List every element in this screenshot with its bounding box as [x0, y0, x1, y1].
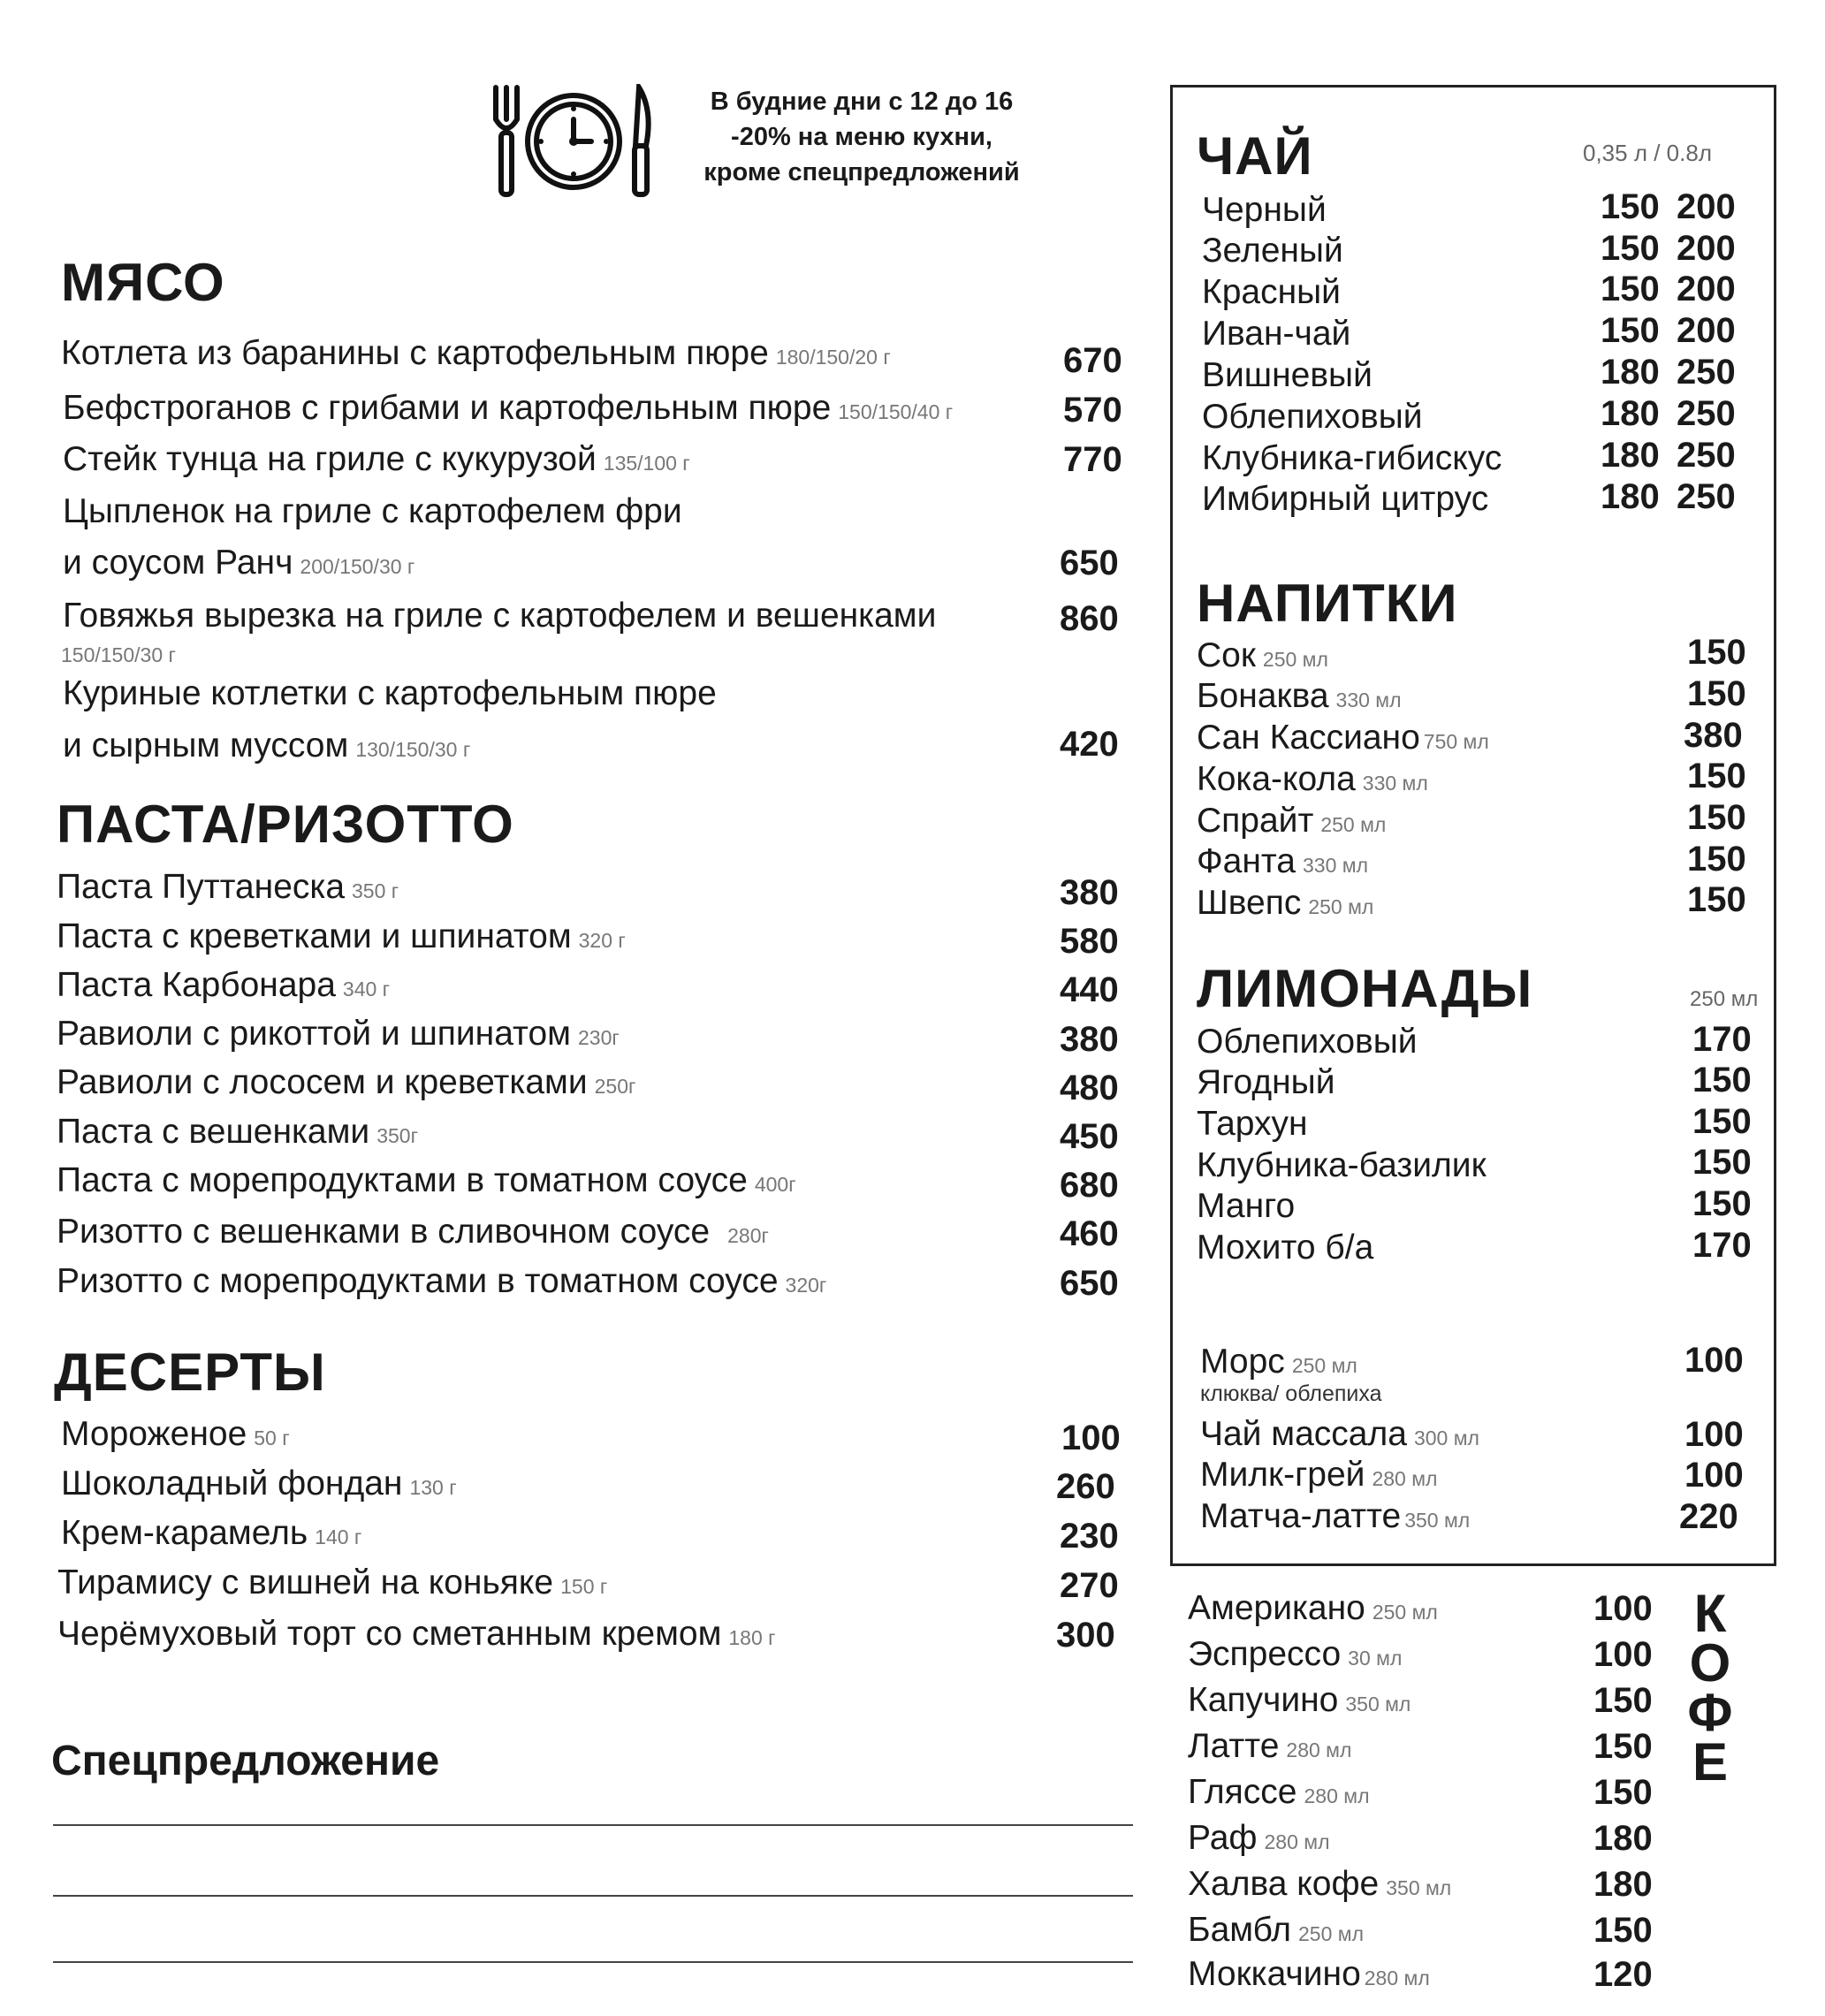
promo-line: В будние дни с 12 до 16: [710, 87, 1014, 116]
tea-price-large: 250: [1677, 394, 1736, 433]
item-weight: 150/150/40 г: [838, 400, 954, 423]
lemonade-item: Ягодный: [1197, 1063, 1335, 1101]
menu-item: [61, 1466, 457, 1501]
item-price: 460: [1060, 1214, 1119, 1253]
item-name: Кока-кола: [1197, 760, 1356, 798]
drink-item: [1197, 762, 1428, 796]
item-weight: 130 г: [409, 1476, 457, 1499]
item-price: 650: [1060, 1264, 1119, 1303]
menu-item: [57, 919, 626, 954]
lemonade-item: Тархун: [1197, 1105, 1308, 1143]
coffee-item: [1188, 1913, 1364, 1947]
item-price: 230: [1060, 1517, 1119, 1556]
coffee-letter: Ф: [1687, 1683, 1733, 1742]
drink-item: [1197, 638, 1328, 673]
item-volume: 280 мл: [1264, 1830, 1330, 1853]
item-price: 150: [1593, 1727, 1653, 1766]
coffee-item: [1188, 1729, 1351, 1763]
item-volume: 350 мл: [1404, 1509, 1471, 1532]
tea-price-small: 180: [1601, 394, 1660, 433]
item-weight: 150/150/30 г: [61, 643, 176, 666]
coffee-item: [1188, 1683, 1411, 1717]
drink-item: [1197, 844, 1368, 879]
item-weight: 400г: [754, 1173, 796, 1196]
menu-item: [57, 1163, 796, 1198]
item-price: 150: [1692, 1061, 1752, 1099]
item-name: Паста с морепродуктами в томатном соусе: [57, 1161, 748, 1199]
coffee-item: [1188, 1637, 1402, 1671]
item-name: Тирамису с вишней на коньяке: [57, 1563, 554, 1601]
item-price: 420: [1060, 725, 1119, 764]
item-name: Раф: [1188, 1819, 1258, 1857]
item-volume: 280 мл: [1372, 1467, 1438, 1490]
coffee-item: [1188, 1957, 1430, 1991]
item-price: 440: [1060, 970, 1119, 1009]
menu-item: [63, 494, 682, 529]
item-price: 100: [1684, 1341, 1744, 1380]
coffee-item: [1188, 1867, 1451, 1901]
coffee-letter: Е: [1692, 1732, 1729, 1792]
item-name: Американо: [1188, 1589, 1365, 1627]
item-price: 150: [1692, 1143, 1752, 1182]
item-price: 100: [1593, 1635, 1653, 1674]
menu-item: [57, 1565, 607, 1600]
tea-item: Клубника-гибискус: [1202, 439, 1502, 477]
lemonade-item: Манго: [1197, 1187, 1296, 1225]
item-price: 100: [1684, 1415, 1744, 1454]
tea-price-small: 180: [1601, 436, 1660, 475]
item-name: Паста с вешенками: [57, 1113, 370, 1151]
item-name: Равиоли с лососем и креветками: [57, 1063, 588, 1101]
item-price: 150: [1593, 1681, 1653, 1720]
lemonades-volume: 250 мл: [1690, 987, 1759, 1011]
item-name: и соусом Ранч: [63, 544, 293, 582]
item-weight: 340 г: [342, 978, 391, 1000]
item-weight: 350 г: [352, 879, 399, 902]
item-name: Ризотто с вешенками в сливочном соусе: [57, 1213, 711, 1251]
lemonade-item: Облепиховый: [1197, 1023, 1418, 1061]
item-weight: 280г: [727, 1224, 769, 1247]
menu-item: [63, 442, 690, 476]
item-name: Стейк тунца на гриле с кукурузой: [63, 440, 597, 478]
item-name: Сок: [1197, 636, 1256, 674]
menu-item: [57, 1214, 769, 1249]
item-volume: 350 мл: [1345, 1693, 1411, 1716]
item-price: 270: [1060, 1566, 1119, 1605]
item-name: Сан Кассиано: [1197, 719, 1420, 757]
drink-item: [1197, 803, 1386, 838]
tea-price-large: 250: [1677, 477, 1736, 516]
item-weight: 140 г: [315, 1525, 362, 1548]
menu-item: [57, 1115, 418, 1149]
other-item: [1200, 1499, 1470, 1533]
item-name: Халва кофе: [1188, 1865, 1380, 1903]
tea-price-small: 180: [1601, 353, 1660, 392]
item-weight: 230г: [577, 1026, 620, 1049]
item-name: Швепс: [1197, 884, 1302, 922]
menu-item: [63, 676, 717, 711]
item-price: 570: [1063, 391, 1122, 430]
special-line: [53, 1824, 1133, 1826]
lemonades-section-title: ЛИМОНАДЫ: [1197, 959, 1533, 1018]
item-price: 150: [1687, 674, 1746, 713]
item-name: Милк-грей: [1200, 1456, 1365, 1494]
item-name: Ризотто с морепродуктами в томатном соусе: [57, 1262, 779, 1300]
pasta-section-title: ПАСТА/РИЗОТТО: [57, 795, 514, 854]
tea-item: Имбирный цитрус: [1202, 480, 1489, 518]
menu-item: [63, 391, 953, 425]
item-name: Капучино: [1188, 1681, 1339, 1719]
item-name: Говяжья вырезка на гриле с картофелем и вешенками: [63, 597, 937, 635]
item-name: Паста Карбонара: [57, 966, 336, 1004]
tea-price-small: 150: [1601, 187, 1660, 226]
item-price: 120: [1593, 1955, 1653, 1994]
item-volume: 250 мл: [1262, 648, 1328, 671]
tea-price-large: 200: [1677, 187, 1736, 226]
item-price: 150: [1687, 840, 1746, 879]
cutlery-clock-icon: [489, 84, 659, 199]
tea-item: Вишневый: [1202, 356, 1373, 394]
menu-item: [57, 1264, 826, 1298]
item-name: Бефстроганов с грибами и картофельным пюре: [63, 389, 832, 427]
tea-price-small: 180: [1601, 477, 1660, 516]
item-weight: 180/150/20 г: [775, 346, 891, 369]
item-name: Эспрессо: [1188, 1635, 1342, 1673]
meat-section-title: МЯСО: [61, 253, 225, 312]
item-name: Фанта: [1197, 842, 1296, 880]
item-price: 150: [1687, 633, 1746, 672]
promo-line: кроме спецпредложений: [703, 158, 1020, 186]
menu-item: [57, 968, 390, 1002]
tea-price-large: 200: [1677, 229, 1736, 268]
coffee-item: [1188, 1821, 1330, 1855]
item-price: 260: [1056, 1467, 1115, 1506]
other-item: [1200, 1344, 1357, 1379]
item-volume: 330 мл: [1335, 688, 1402, 711]
item-name: Паста Путтанеска: [57, 868, 346, 906]
item-name: Цыпленок на гриле с картофелем фри: [63, 492, 682, 530]
item-price: 150: [1593, 1773, 1653, 1812]
item-weight: 180 г: [728, 1626, 776, 1649]
menu-item: [61, 336, 891, 370]
item-price: 150: [1692, 1184, 1752, 1223]
lemonade-item: Мохито б/а: [1197, 1229, 1374, 1267]
item-name: Чай массала: [1200, 1415, 1407, 1453]
item-price: 150: [1687, 798, 1746, 837]
tea-price-large: 200: [1677, 270, 1736, 308]
item-price: 100: [1061, 1419, 1121, 1457]
item-weight: 320 г: [578, 929, 626, 952]
item-price: 650: [1060, 544, 1119, 582]
item-price: 170: [1692, 1226, 1752, 1265]
item-name: Котлета из баранины с картофельным пюре: [61, 334, 769, 372]
item-volume: 280 мл: [1286, 1738, 1352, 1761]
item-name: Шоколадный фондан: [61, 1464, 403, 1502]
item-name: и сырным муссом: [63, 727, 349, 765]
coffee-letter: К: [1693, 1584, 1727, 1643]
drink-item: [1197, 720, 1489, 755]
item-volume: 250 мл: [1308, 895, 1374, 918]
item-weight: 130/150/30 г: [355, 738, 471, 761]
item-volume: 330 мл: [1303, 854, 1368, 877]
item-price: 170: [1692, 1020, 1752, 1059]
item-volume: 280 мл: [1304, 1784, 1370, 1807]
menu-item: [57, 870, 399, 904]
tea-price-small: 150: [1601, 229, 1660, 268]
item-volume: 350 мл: [1386, 1876, 1452, 1899]
tea-section-title: ЧАЙ: [1197, 126, 1313, 186]
menu-item: [57, 1617, 776, 1651]
item-price: 380: [1684, 716, 1743, 755]
item-volume: 250 мл: [1291, 1354, 1357, 1377]
item-volume: 280 мл: [1364, 1967, 1430, 1989]
item-price: 180: [1593, 1819, 1653, 1858]
special-line: [53, 1961, 1133, 1963]
tea-item: Черный: [1202, 191, 1327, 229]
item-volume: 750 мл: [1423, 730, 1489, 753]
item-weight: 50 г: [254, 1426, 290, 1449]
item-volume: 250 мл: [1298, 1922, 1364, 1945]
item-note: клюква/ облепиха: [1200, 1381, 1382, 1406]
tea-item: Облепиховый: [1202, 398, 1423, 436]
special-line: [53, 1895, 1133, 1897]
other-item: [1200, 1417, 1479, 1451]
menu-item: [57, 1016, 620, 1051]
item-name: Равиоли с рикоттой и шпинатом: [57, 1015, 571, 1053]
coffee-title: [1684, 1584, 1737, 1792]
item-price: 670: [1063, 341, 1122, 380]
item-price: 380: [1060, 1020, 1119, 1059]
item-price: 180: [1593, 1865, 1653, 1904]
item-price: 150: [1687, 757, 1746, 795]
item-name: Крем-карамель: [61, 1514, 308, 1552]
item-price: 150: [1593, 1911, 1653, 1950]
item-price: 770: [1063, 440, 1122, 479]
tea-price-large: 200: [1677, 311, 1736, 350]
item-volume: 250 мл: [1372, 1601, 1438, 1624]
item-volume: 250 мл: [1320, 813, 1387, 836]
item-volume: 330 мл: [1362, 772, 1428, 795]
item-volume: 30 мл: [1348, 1647, 1403, 1670]
item-price: 220: [1679, 1497, 1738, 1536]
item-name: Матча-латте: [1200, 1497, 1402, 1535]
item-name: Мороженое: [61, 1415, 247, 1453]
coffee-item: [1188, 1775, 1370, 1809]
item-price: 150: [1692, 1102, 1752, 1141]
menu-item-cont: [63, 545, 414, 580]
promo-line: -20% на меню кухни,: [731, 123, 992, 151]
item-name: Бонаква: [1197, 677, 1329, 715]
tea-price-large: 250: [1677, 353, 1736, 392]
item-weight: 350г: [376, 1124, 418, 1147]
tea-item: Красный: [1202, 273, 1341, 311]
item-price: 480: [1060, 1069, 1119, 1107]
tea-price-large: 250: [1677, 436, 1736, 475]
item-name: Бамбл: [1188, 1911, 1291, 1949]
special-title: Спецпредложение: [51, 1738, 440, 1784]
menu-item: [61, 1417, 290, 1451]
menu-item: [63, 598, 936, 633]
menu-item: [61, 1516, 361, 1550]
item-name: Латте: [1188, 1727, 1280, 1765]
item-weight: 250г: [594, 1075, 636, 1098]
lemonade-item: Клубника-базилик: [1197, 1146, 1487, 1184]
drink-item: [1197, 679, 1402, 713]
item-weight: 135/100 г: [603, 452, 690, 475]
item-price: 450: [1060, 1117, 1119, 1156]
coffee-letter: О: [1689, 1633, 1731, 1693]
menu-item-weight-line: [61, 634, 176, 668]
item-name: Куриные котлетки с картофельным пюре: [63, 674, 717, 712]
tea-item: Зеленый: [1202, 232, 1343, 270]
tea-price-small: 150: [1601, 270, 1660, 308]
item-volume: 300 мл: [1413, 1426, 1479, 1449]
item-price: 860: [1060, 599, 1119, 638]
item-price: 300: [1056, 1616, 1115, 1655]
drink-item: [1197, 886, 1373, 920]
item-price: 380: [1060, 873, 1119, 912]
item-price: 150: [1687, 880, 1746, 919]
menu-item: [57, 1065, 635, 1099]
other-item: [1200, 1457, 1437, 1492]
item-price: 100: [1684, 1456, 1744, 1495]
item-price: 680: [1060, 1166, 1119, 1205]
promo-text: [650, 84, 1074, 190]
drinks-section-title: НАПИТКИ: [1197, 574, 1458, 633]
item-weight: 200/150/30 г: [300, 555, 415, 578]
tea-volumes: 0,35 л / 0.8л: [1583, 140, 1712, 166]
coffee-item: [1188, 1591, 1438, 1625]
menu-item-cont: [63, 728, 470, 763]
tea-price-small: 150: [1601, 311, 1660, 350]
desserts-section-title: ДЕСЕРТЫ: [54, 1343, 326, 1402]
item-weight: 320г: [785, 1274, 827, 1297]
item-name: Гляссе: [1188, 1773, 1297, 1811]
item-weight: 150 г: [560, 1575, 608, 1598]
tea-item: Иван-чай: [1202, 315, 1351, 353]
item-name: Черёмуховый торт со сметанным кремом: [57, 1615, 722, 1653]
item-name: Спрайт: [1197, 802, 1314, 840]
item-name: Морс: [1200, 1343, 1285, 1381]
item-price: 100: [1593, 1589, 1653, 1628]
item-price: 580: [1060, 922, 1119, 961]
item-name: Моккачино: [1188, 1955, 1361, 1993]
item-name: Паста с креветками и шпинатом: [57, 917, 572, 955]
